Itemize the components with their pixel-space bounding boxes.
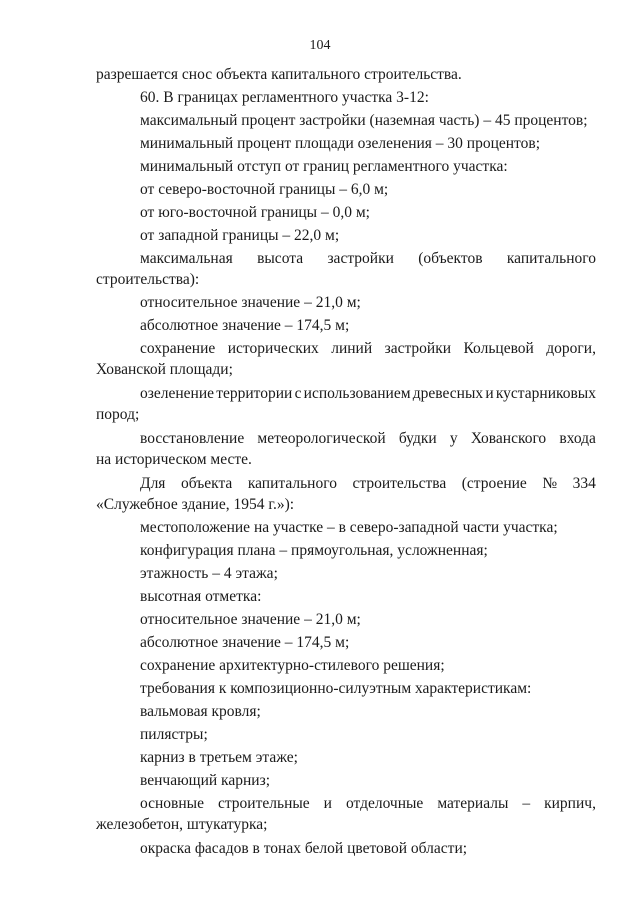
word: использованием [303,385,411,402]
text-line: абсолютное значение – 174,5 м; [140,634,350,651]
text-line: Хованской площади; [96,361,233,378]
text-line-justified [140,429,596,449]
word: озеленение [140,385,215,402]
text-line: окраска фасадов в тонах белой цветовой области; [140,840,468,857]
word: капитального [247,475,337,492]
word: с [294,385,302,402]
word: сохранение [140,340,216,357]
word: – [522,795,531,812]
text-line-justified [140,249,596,269]
text-line-justified [140,794,596,814]
word: Кольцевой [463,340,534,357]
word: метеорологической [257,430,386,447]
text-line: на историческом месте. [96,451,252,468]
word: территории [216,385,293,402]
text-line-justified [140,339,596,359]
word: дороги, [546,340,596,357]
word: линий [331,340,373,357]
word: входа [559,430,596,447]
text-line: от юго-восточной границы – 0,0 м; [140,204,370,221]
text-line: требования к композиционно-силуэтным характеристикам: [140,680,532,697]
word: и [485,385,494,402]
text-line: этажность – 4 этажа; [140,565,278,582]
word: максимальная [140,250,233,267]
text-line: пород; [96,406,140,423]
word: и [323,795,332,812]
word: строительные [217,795,310,812]
text-line-justified [140,474,596,494]
text-line: 60. В границах регламентного участка 3-12: [140,89,429,106]
word: у [449,430,458,447]
text-line: «Служебное здание, 1954 г.»): [96,496,295,513]
word: будки [398,430,437,447]
text-line: относительное значение – 21,0 м; [140,294,361,311]
word: восстановление [140,430,245,447]
word: № [542,475,558,492]
word: капитального [506,250,596,267]
word: древесных [412,385,484,402]
text-line: карниз в третьем этаже; [140,749,298,766]
text-line: относительное значение – 21,0 м; [140,611,361,628]
word: застройки [384,340,452,357]
text-line: от северо-восточной границы – 6,0 м; [140,181,389,198]
text-line: максимальный процент застройки (наземная часть) – 45 процентов; [140,112,588,129]
text-line: абсолютное значение – 174,5 м; [140,317,350,334]
text-line: строительства): [96,271,200,288]
text-line: минимальный отступ от границ регламентного участка: [140,158,508,175]
text-line: пилястры; [140,726,208,743]
text-line: вальмовая кровля; [140,703,261,720]
text-line-justified [140,384,596,404]
word: (объектов [418,250,483,267]
word: Для [140,475,166,492]
word: Хованского [470,430,547,447]
text-line: венчающий карниз; [140,772,271,789]
word: застройки [327,250,394,267]
text-line: высотная отметка: [140,588,262,605]
word: исторических [227,340,319,357]
word: 334 [572,475,596,492]
word: кирпич, [544,795,596,812]
word: объекта [180,475,233,492]
word: высота [257,250,304,267]
text-line: местоположение на участке – в северо-западной части участка; [140,519,558,536]
text-line: железобетон, штукатурка; [96,816,268,833]
text-line: сохранение архитектурно-стилевого решения; [140,657,445,674]
word: основные [140,795,204,812]
word: строительства [352,475,447,492]
text-line: минимальный процент площади озеленения – 30 процентов; [140,135,541,152]
page-number: 104 [309,38,331,53]
text-line: от западной границы – 22,0 м; [140,227,340,244]
word: (строение [461,475,527,492]
word: отделочные [345,795,424,812]
word: кустарниковых [495,385,596,402]
text-line: конфигурация плана – прямоугольная, усложненная; [140,542,488,559]
word: материалы [437,795,509,812]
text-line: разрешается снос объекта капитального строительства. [96,66,462,83]
